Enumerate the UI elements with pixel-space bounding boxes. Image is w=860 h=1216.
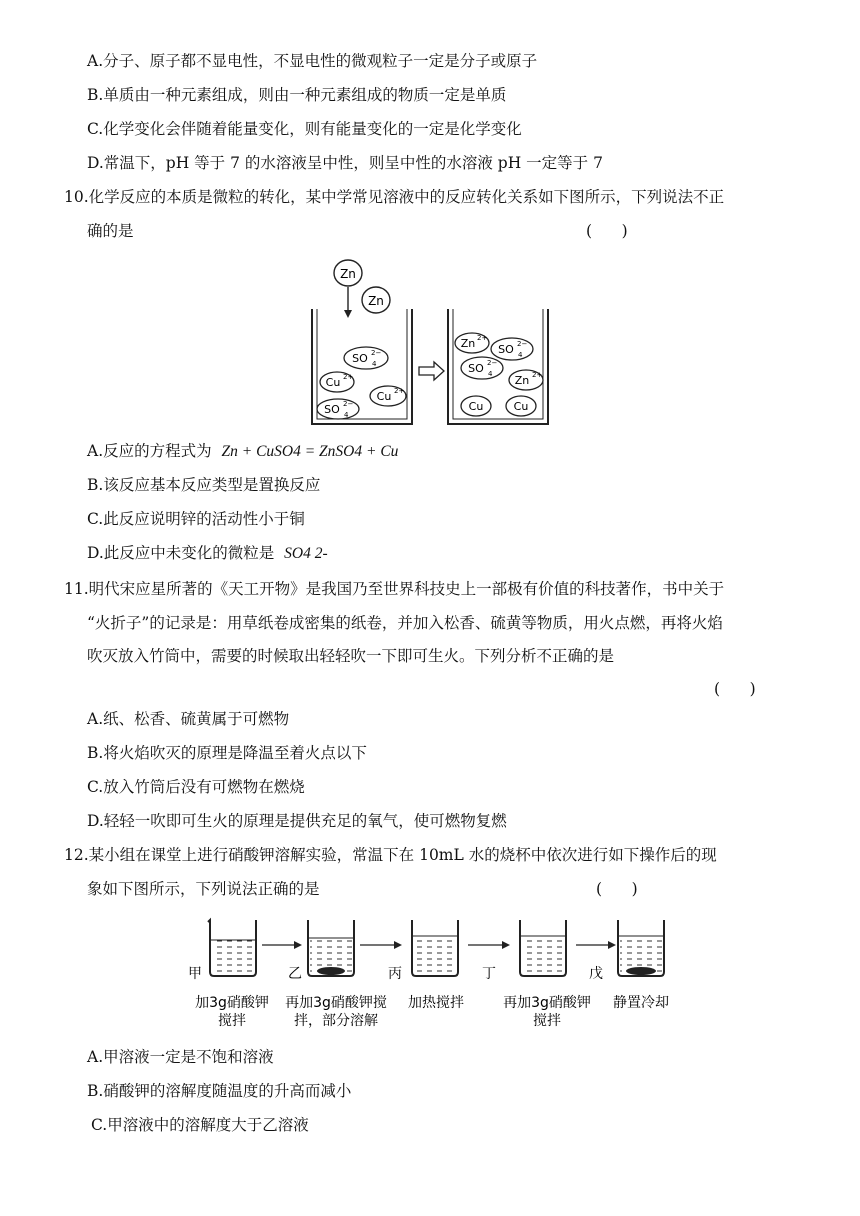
q12-option-c: C.甲溶液中的溶解度大于乙溶液 [91, 1116, 309, 1134]
svg-text:Cu: Cu [468, 400, 484, 413]
copper-atom [506, 396, 536, 416]
svg-text:Zn: Zn [514, 374, 530, 387]
svg-text:Cu: Cu [376, 390, 392, 403]
q10-option-a-prefix: A.反应的方程式为 [87, 442, 212, 460]
svg-text:2+: 2+ [343, 373, 354, 381]
beaker-ding [520, 920, 566, 976]
step4-caption: 搅拌 [533, 1013, 561, 1029]
q12-answer-paren: ( ) [596, 880, 638, 898]
q12-stem-line2: 象如下图所示，下列说法正确的是 [87, 880, 320, 898]
q10-stem-line2: 确的是 [87, 222, 134, 240]
svg-text:2−: 2− [371, 349, 382, 357]
zn-atom-second [362, 287, 390, 313]
svg-text:Cu: Cu [325, 376, 341, 389]
beaker-label-jia: 甲 [188, 966, 202, 982]
beaker-yi [308, 920, 354, 976]
step4-caption: 再加3g硝酸钾 [503, 995, 591, 1011]
q11-stem-line3: 吹灭放入竹筒中，需要的时候取出轻轻吹一下即可生火。下列分析不正确的是 [87, 647, 615, 665]
process-arrow [419, 362, 444, 380]
q11-stem-line2: “火折子”的记录是：用草纸卷成密集的纸卷，并加入松香、硫黄等物质，用火点燃，再将火焰 [87, 614, 723, 632]
sulfate-ion [344, 347, 388, 369]
copper-ion [320, 372, 354, 392]
q10-option-b: B.该反应基本反应类型是置换反应 [87, 476, 321, 494]
q11-option-d: D.轻轻一吹即可生火的原理是提供充足的氧气，使可燃物复燃 [87, 812, 507, 830]
svg-text:Zn: Zn [340, 267, 356, 281]
svg-text:Cu: Cu [513, 400, 529, 413]
beaker-jia [208, 920, 256, 976]
q11-stem-line1: 11.明代宋应星所著的《天工开物》是我国乃至世界科技史上一部极有价值的科技著作，书中关于 [64, 580, 725, 598]
q10-reaction-figure [302, 254, 562, 429]
svg-text:SO: SO [352, 352, 368, 365]
sulfate-ion [491, 338, 533, 360]
q9-option-b: B.单质由一种元素组成，则由一种元素组成的物质一定是单质 [87, 86, 507, 104]
svg-text:4: 4 [488, 370, 493, 378]
step2-caption: 再加3g硝酸钾搅 [285, 995, 387, 1011]
svg-text:2+: 2+ [394, 387, 405, 395]
q11-answer-paren: ( ) [714, 680, 756, 698]
beaker-label-ding: 丁 [482, 966, 496, 982]
svg-text:4: 4 [518, 351, 523, 359]
beaker-label-wu: 戊 [589, 966, 603, 982]
beaker-wu [618, 920, 664, 976]
q10-stem-line1: 10.化学反应的本质是微粒的转化，某中学常见溶液中的反应转化关系如下图所示，下列说法不正 [64, 188, 725, 206]
sulfate-ion-formula: SO4 2- [284, 545, 328, 562]
step3-caption: 加热搅拌 [408, 995, 464, 1011]
beaker-label-yi: 乙 [288, 966, 302, 982]
step1-caption: 加3g硝酸钾 [195, 995, 269, 1011]
zn-atom-falling [334, 260, 362, 286]
q11-option-a: A.纸、松香、硫黄属于可燃物 [87, 710, 290, 728]
step1-caption: 搅拌 [218, 1013, 246, 1029]
q10-answer-paren: ( ) [586, 222, 628, 240]
svg-text:4: 4 [344, 411, 349, 419]
q9-option-d: D.常温下，pH 等于 7 的水溶液呈中性，则呈中性的水溶液 pH 一定等于 7 [87, 154, 603, 172]
down-arrow-head [344, 310, 352, 318]
svg-text:4: 4 [372, 360, 377, 368]
svg-text:2−: 2− [517, 340, 528, 348]
q11-option-b: B.将火焰吹灭的原理是降温至着火点以下 [87, 744, 367, 762]
q12-experiment-figure [186, 908, 676, 1038]
q10-option-c: C.此反应说明锌的活动性小于铜 [87, 510, 305, 528]
zinc-ion [509, 370, 543, 390]
step2-caption: 拌，部分溶解 [294, 1013, 378, 1029]
q11-option-c: C.放入竹筒后没有可燃物在燃烧 [87, 778, 305, 796]
q12-stem-line1: 12.某小组在课堂上进行硝酸钾溶解实验，常温下在 10mL 水的烧杯中依次进行如下操作后的现 [64, 846, 717, 864]
svg-text:Zn: Zn [368, 294, 384, 308]
q9-option-a: A.分子、原子都不显电性，不显电性的微观粒子一定是分子或原子 [87, 52, 538, 70]
svg-text:SO: SO [468, 362, 484, 375]
q10-equation: Zn + CuSO4 = ZnSO4 + Cu [221, 443, 399, 460]
sulfate-ion [317, 399, 359, 419]
q10-option-d [87, 542, 328, 565]
svg-text:Zn: Zn [460, 337, 476, 350]
q12-option-a: A.甲溶液一定是不饱和溶液 [87, 1048, 274, 1066]
copper-atom [461, 396, 491, 416]
beaker-label-bing: 丙 [388, 966, 402, 982]
zinc-ion [455, 333, 489, 353]
svg-text:SO: SO [498, 343, 514, 356]
svg-text:2−: 2− [487, 359, 498, 367]
q10-option-a [87, 440, 398, 463]
sulfate-ion [461, 357, 503, 379]
copper-ion [370, 386, 406, 406]
step5-caption: 静置冷却 [613, 995, 669, 1011]
beaker-bing [412, 920, 458, 976]
q10-option-d-prefix: D.此反应中未变化的微粒是 [87, 544, 275, 562]
svg-text:2+: 2+ [477, 334, 488, 342]
q9-option-c: C.化学变化会伴随着能量变化，则有能量变化的一定是化学变化 [87, 120, 522, 138]
svg-text:2−: 2− [343, 400, 354, 408]
q12-option-b: B.硝酸钾的溶解度随温度的升高而减小 [87, 1082, 352, 1100]
svg-text:2+: 2+ [532, 371, 543, 379]
svg-text:SO: SO [324, 403, 340, 416]
